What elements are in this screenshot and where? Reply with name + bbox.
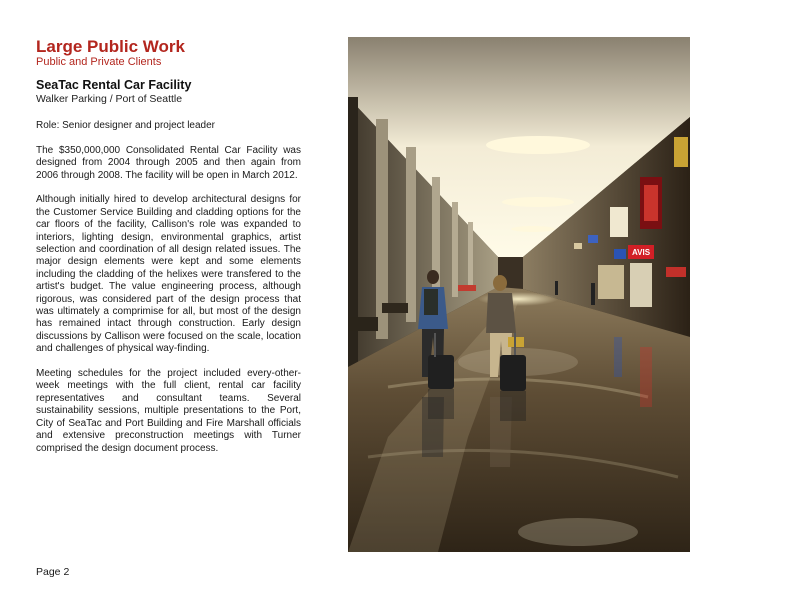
page-number: Page 2 bbox=[36, 566, 70, 578]
avis-sign: AVIS bbox=[631, 248, 651, 257]
terminal-hall-photo bbox=[348, 37, 690, 552]
text-column bbox=[36, 37, 301, 467]
section-title: Large Public Work bbox=[36, 37, 185, 56]
project-client: Walker Parking / Port of Seattle bbox=[36, 93, 183, 105]
meetings-paragraph: Meeting schedules for the project included every-other-week meetings with the full client, rental car facility representatives and consultant teams. Several sustainability sessions, multiple presentations to the Port, City of SeaTac and Port Building and Fire Marshall officials and extensive preconstruction meetings with Turner comprised the design document process. bbox=[36, 368, 301, 454]
project-title: SeaTac Rental Car Facility bbox=[36, 78, 192, 92]
design-paragraph: Although initially hired to develop architectural designs for the Customer Service Building and cladding options for the car floors of the facility, Callison's role was expanded to interiors, lighting design, environmental graphics, artist selection and coordination of all design related issues. The major design elements were kept and some elements including the cladding of the helixes were transfered to the artist's budget. The value engineering process, although rigorous, was considered part of the design process that was ultimately a comprimise for all, but most of the design has remained intact through construction. Early design discussions by Callison were focused on the scale, location and challenges of physical way-finding. bbox=[36, 194, 301, 355]
section-subtitle: Public and Private Clients bbox=[36, 56, 162, 68]
role-paragraph: Role: Senior designer and project leader bbox=[36, 120, 215, 131]
budget-paragraph: The $350,000,000 Consolidated Rental Car Facility was designed from 2004 through 2005 and then again from 2006 through 2008. The facility will be open in March 2012. bbox=[36, 144, 301, 181]
